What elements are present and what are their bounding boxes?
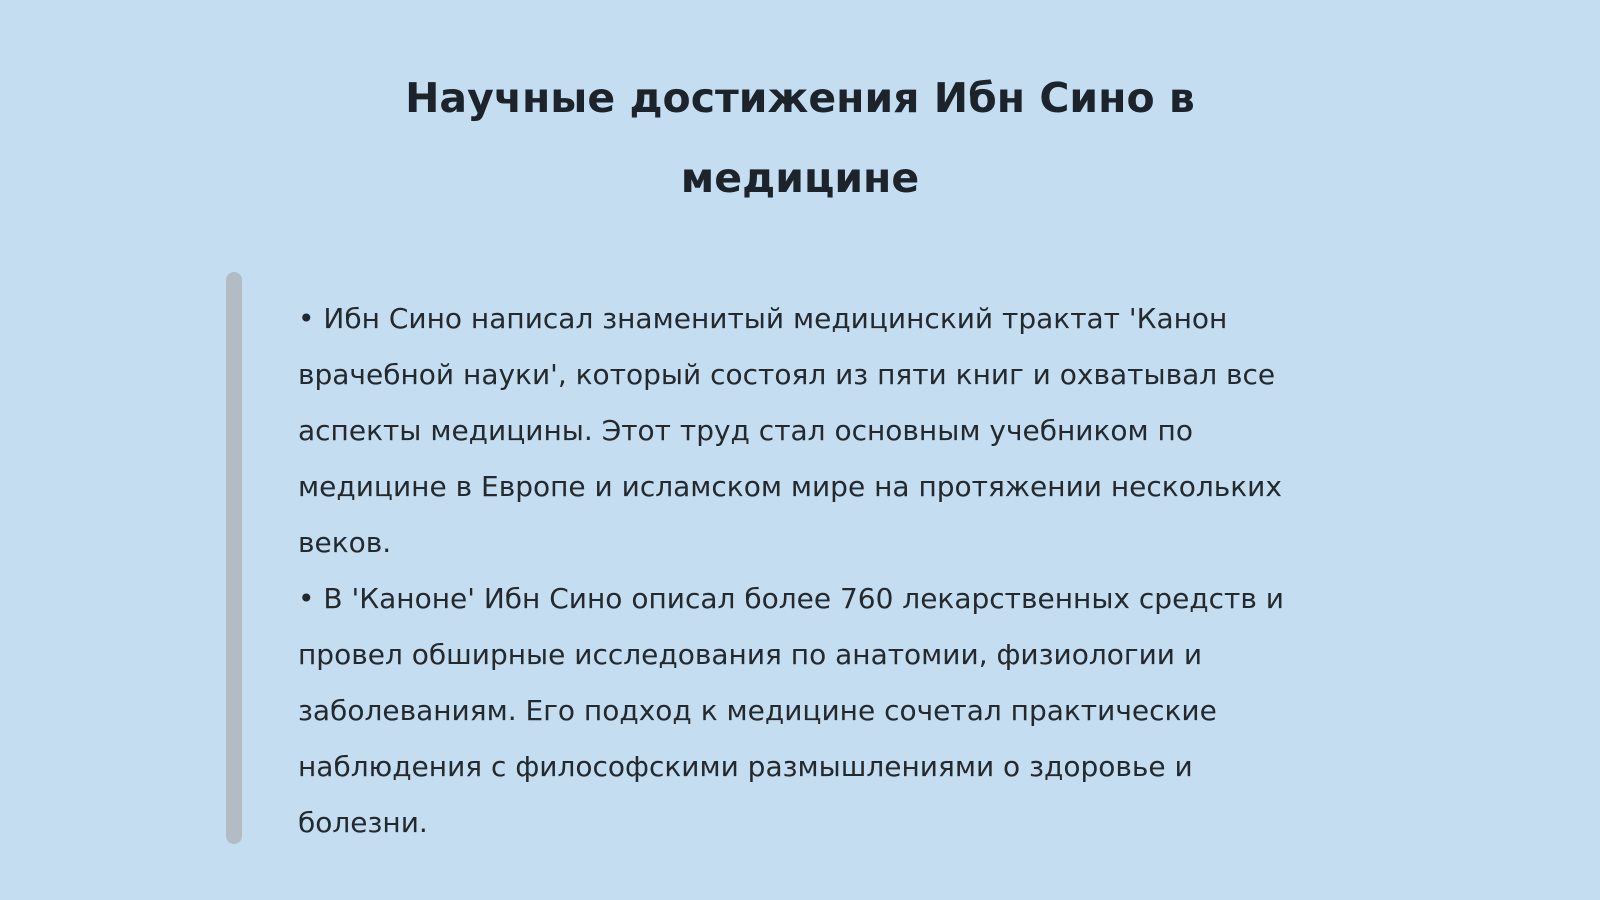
body-text-block xyxy=(298,291,1288,851)
bullet-paragraph-1: • Ибн Сино написал знаменитый медицинский трактат 'Канон врачебной науки', который состоял из пяти книг и охватывал все аспекты медицины. Этот труд стал основным учебником по медицине в Европе и исламском мире на протяжении нескольких веков. xyxy=(298,302,1282,559)
quote-bar-decoration xyxy=(226,272,242,844)
bullet-paragraph-2: • В 'Каноне' Ибн Сино описал более 760 лекарственных средств и провел обширные исследования по анатомии, физиологии и заболеваниям. Его подход к медицине сочетал практические наблюдения с философскими размышлениями о здоровье и болезни. xyxy=(298,582,1284,839)
slide-title: Научные достижения Ибн Сино в медицине xyxy=(405,74,1195,202)
